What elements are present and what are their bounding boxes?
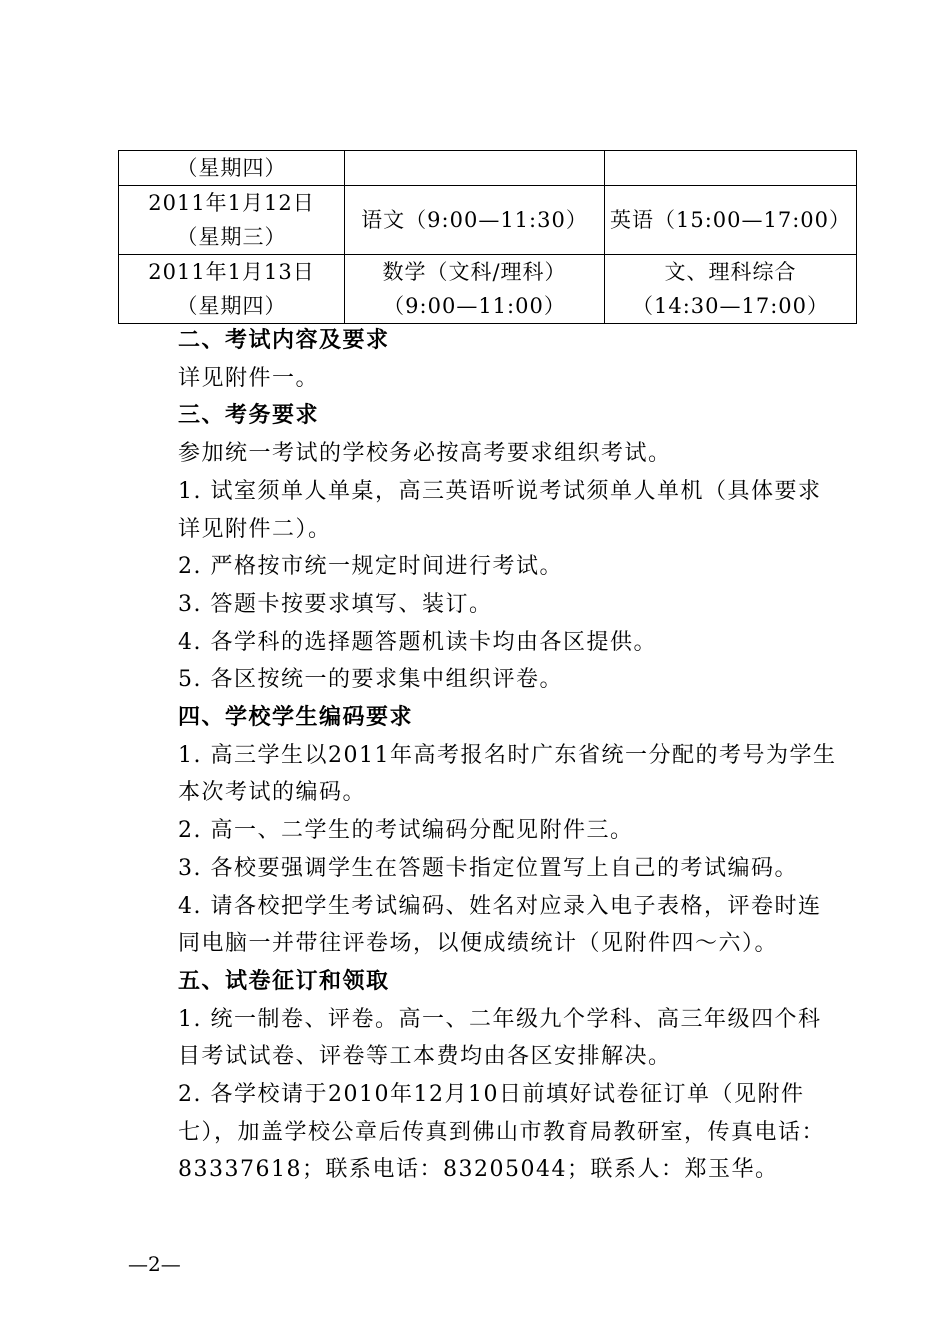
list-item: 1. 统一制卷、评卷。高一、二年级九个学科、高三年级四个科目考试试卷、评卷等工本费均由各区安排解决。 <box>178 1006 822 1070</box>
section-heading: 三、考务要求 <box>178 402 320 429</box>
paragraph: 参加统一考试的学校务必按高考要求组织考试。 <box>178 441 672 467</box>
document-body <box>130 322 840 1189</box>
date-text: 2011年1月13日 <box>148 260 315 284</box>
exam-schedule-table <box>118 150 857 324</box>
list-item: 3. 各校要强调学生在答题卡指定位置写上自己的考试编码。 <box>178 855 798 881</box>
afternoon-cell <box>605 151 857 186</box>
morning-cell <box>345 151 605 186</box>
date-cell <box>119 255 345 324</box>
morning-exam-text: 语文（9:00—11:30） <box>361 208 588 232</box>
list-item: 1. 试室须单人单桌，高三英语听说考试须单人单机（具体要求详见附件二）。 <box>178 478 822 542</box>
list-item: 1. 高三学生以2011年高考报名时广东省统一分配的考号为学生本次考试的编码。 <box>178 742 837 806</box>
afternoon-exam-text: 英语（15:00—17:00） <box>609 208 852 232</box>
list-item: 2. 高一、二学生的考试编码分配见附件三。 <box>178 818 634 844</box>
weekday-text: （星期三） <box>176 225 287 249</box>
weekday-text: （星期四） <box>176 294 287 318</box>
table-row <box>119 186 857 255</box>
list-item: 2. 严格按市统一规定时间进行考试。 <box>178 554 563 580</box>
date-cell <box>119 186 345 255</box>
afternoon-cell <box>605 186 857 255</box>
section-heading: 四、学校学生编码要求 <box>178 704 414 731</box>
list-item: 3. 答题卡按要求填写、装订。 <box>178 591 493 617</box>
morning-cell <box>345 186 605 255</box>
section-heading: 五、试卷征订和领取 <box>178 967 390 994</box>
afternoon-cell <box>605 255 857 324</box>
afternoon-exam-text: 文、理科综合 <box>664 260 797 284</box>
date-cell <box>119 151 345 186</box>
paragraph: 详见附件一。 <box>178 365 320 391</box>
list-item: 5. 各区按统一的要求集中组织评卷。 <box>178 667 563 693</box>
table-row <box>119 255 857 324</box>
page-number: —2— <box>128 1252 181 1276</box>
list-item: 2. 各学校请于2010年12月10日前填好试卷征订单（见附件七），加盖学校公章后传真到佛山市教育局教研室，传真电话：83337618；联系电话：83205044；联系人：郑玉华。 <box>178 1082 826 1183</box>
section-heading: 二、考试内容及要求 <box>178 327 390 353</box>
table-row <box>119 151 857 186</box>
morning-time-text: （9:00—11:00） <box>383 294 566 318</box>
morning-cell <box>345 255 605 324</box>
morning-exam-text: 数学（文科/理科） <box>382 260 567 284</box>
weekday-text: （星期四） <box>176 156 287 180</box>
date-text: 2011年1月12日 <box>148 191 315 215</box>
list-item: 4. 请各校把学生考试编码、姓名对应录入电子表格，评卷时连同电脑一并带往评卷场，以便成绩统计（见附件四～六）。 <box>178 893 822 957</box>
afternoon-time-text: （14:30—17:00） <box>631 294 830 318</box>
list-item: 4. 各学科的选择题答题机读卡均由各区提供。 <box>178 629 657 655</box>
